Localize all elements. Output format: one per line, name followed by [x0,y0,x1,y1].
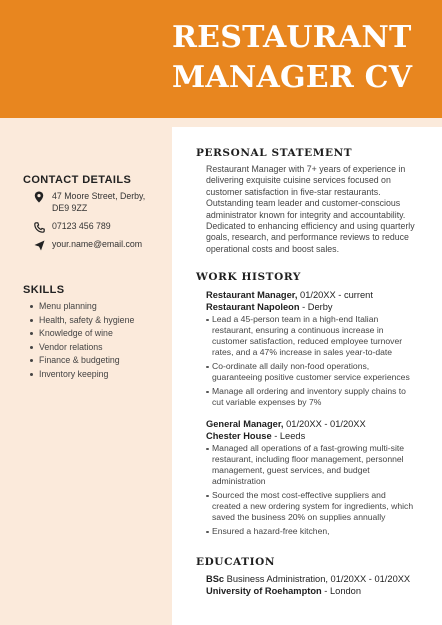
email-text[interactable]: your.name@email.com [52,239,143,249]
job-entry [206,418,416,540]
paper-plane-icon [33,239,45,251]
job-dates: 01/20XX - 01/20XX [283,419,366,429]
job-role: General Manager, [206,419,284,429]
personal-statement-heading: PERSONAL STATEMENT [196,147,353,159]
skill-item: Menu planning [30,300,134,314]
job-entry [206,289,416,411]
job-bullets [206,314,416,408]
job-bullets [206,443,416,537]
header-accent-strip [172,118,442,127]
contact-address [33,191,162,214]
job-dates: 01/20XX - current [297,290,373,300]
job-location: - Leeds [271,431,306,441]
skill-item: Finance & budgeting [30,354,134,368]
job-bullet: Lead a 45-person team in a high-end Italian restaurant, ensuring a continuous increase in customer satisfaction, reduced employee turnover rates, and a 47% increase in sales year-to-date [206,314,416,358]
education-entry [206,573,426,597]
personal-statement-text: Restaurant Manager with 7+ years of experience in delivering exquisite cuisine services focused on customer satisfaction in five-star restaurants. Outstanding team leader and customer-conscious administrator known for integrity and accountability. Dedicated to enhancing efficiency and using quarterly goals, research, and performance reviews to reduce operational costs and boost sales. [206,164,415,254]
skill-item: Inventory keeping [30,368,134,382]
contact-email [33,239,162,251]
job-bullet: Manage all ordering and inventory supply chains to cut variable expenses by 7% [206,386,416,408]
contact-phone [33,221,162,233]
degree: BSc [206,574,225,584]
job-bullet: Sourced the most cost-effective suppliers and created a new ordering system for ingredients, which saved the business 20% on supplies annually [206,490,416,523]
job-employer: Chester House [206,431,272,441]
job-bullet: Ensured a hazard-free kitchen, [206,526,416,537]
skill-item: Health, safety & hygiene [30,314,134,328]
skills-heading: SKILLS [23,284,65,296]
skill-item: Vendor relations [30,341,134,355]
skill-item: Knowledge of wine [30,327,134,341]
phone-text: 07123 456 789 [52,221,111,231]
job-location: - Derby [299,302,333,312]
work-history-heading: WORK HISTORY [196,271,301,283]
location-pin-icon [33,191,45,203]
school-location: - London [321,586,362,596]
school: University of Roehampton [206,586,322,596]
job-bullet: Co-ordinate all daily non-food operations, guaranteeing positive customer service experiences [206,361,416,383]
job-role: Restaurant Manager, [206,290,298,300]
education-heading: EDUCATION [196,556,276,568]
job-bullet: Managed all operations of a fast-growing multi-site restaurant, including floor management, personnel management, guest services, and budget administration [206,443,416,487]
skills-list [30,300,134,381]
degree-detail: Business Administration, 01/20XX - 01/20XX [224,574,411,584]
job-employer: Restaurant Napoleon [206,302,300,312]
contact-heading: CONTACT DETAILS [23,174,132,186]
phone-icon [33,221,45,233]
page-title: RESTAURANT MANAGER CV [172,20,413,95]
address-text: 47 Moore Street, Derby, DE9 9ZZ [52,191,146,213]
